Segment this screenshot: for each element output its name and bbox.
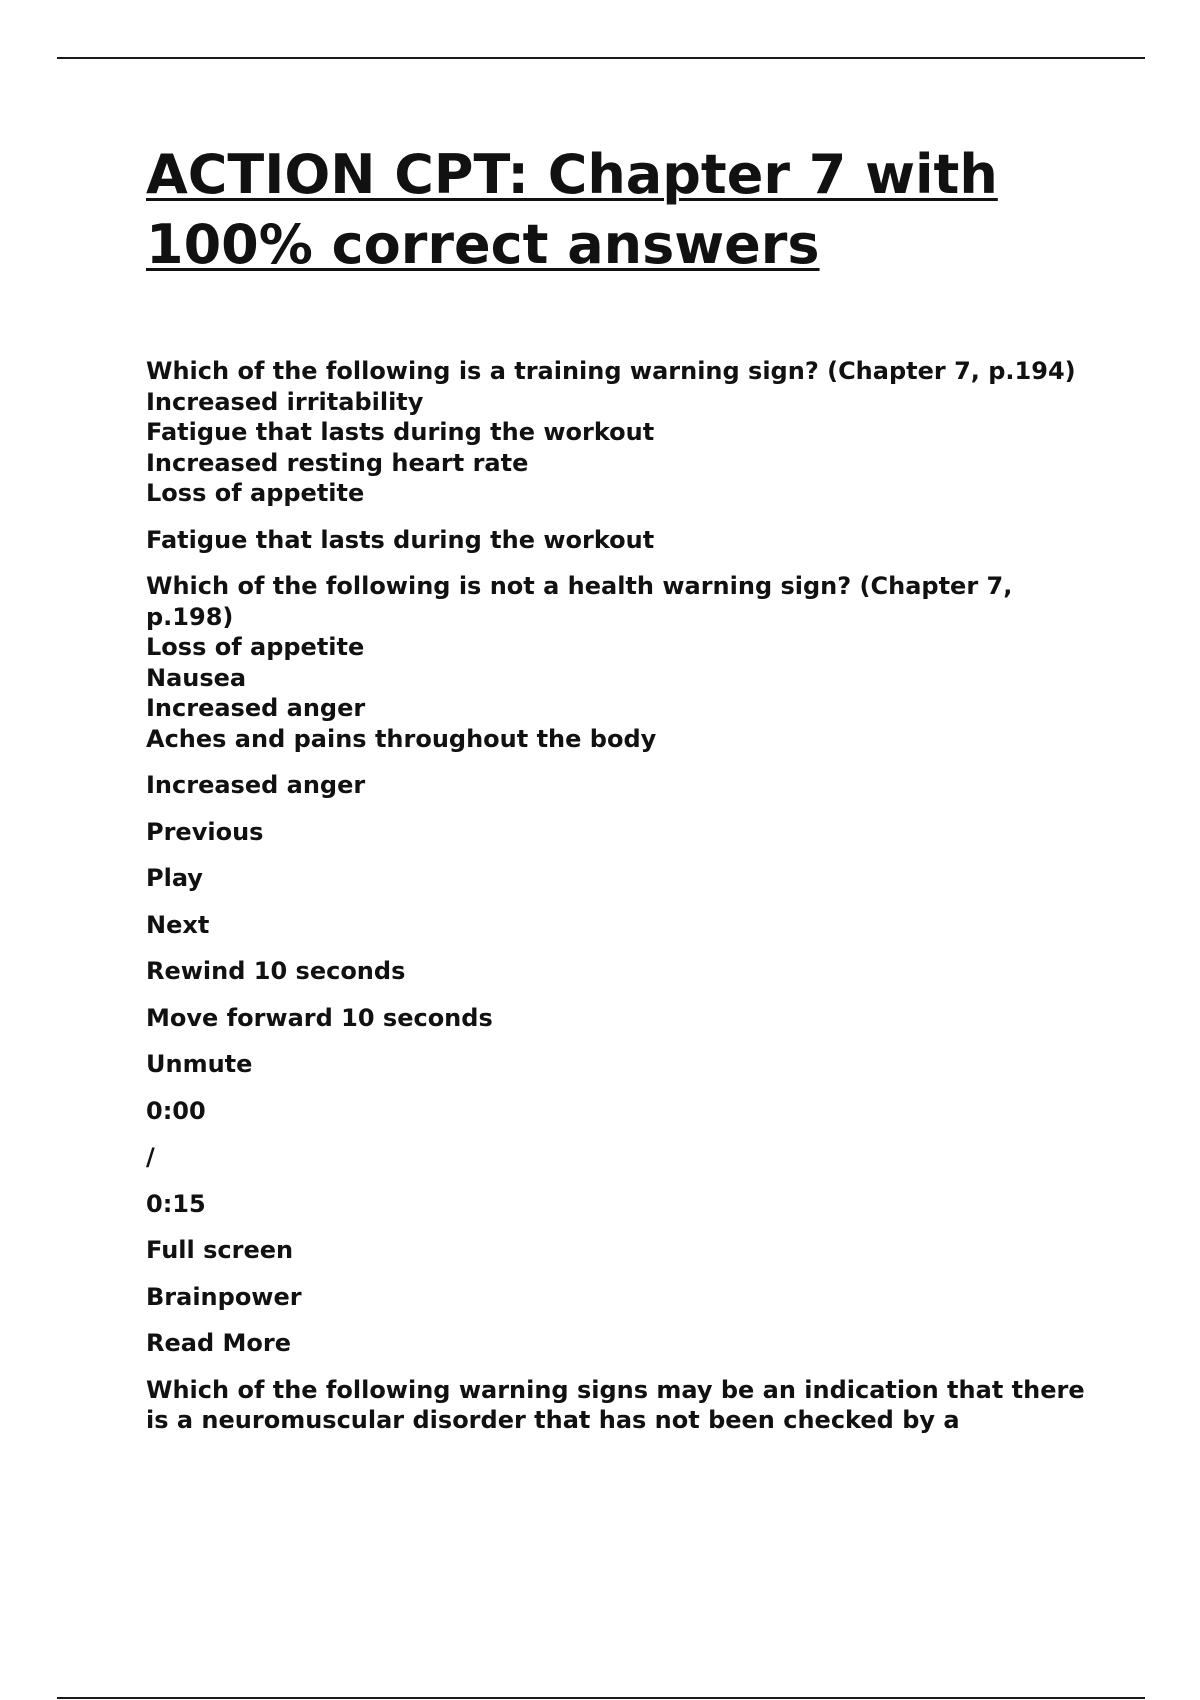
read-more-link[interactable]: Read More [146,1329,291,1357]
option-item: Loss of appetite [146,633,365,661]
option-item: Aches and pains throughout the body [146,724,657,753]
document-content [146,140,1106,1452]
answer-text: Fatigue that lasts during the workout [146,525,655,554]
bottom-rule [57,1697,1145,1699]
brand-label: Brainpower [146,1282,302,1311]
question-block-1 [146,356,1106,509]
fullscreen-button[interactable]: Full screen [146,1236,294,1264]
option-item: Fatigue that lasts during the workout [146,418,655,446]
top-rule [57,57,1145,59]
unmute-button[interactable]: Unmute [146,1050,253,1078]
option-item: Increased resting heart rate [146,448,529,477]
question-text: Which of the following warning signs may be an indication that there is a neuromuscular disorder that has not been checked by a [146,1375,1085,1434]
previous-button[interactable]: Previous [146,817,264,846]
option-item: Increased anger [146,694,366,722]
question-block-2 [146,571,1106,754]
option-item: Loss of appetite [146,479,365,507]
question-text: Which of the following is a training warning sign? (Chapter 7, p.194) [146,357,1076,385]
duration: 0:15 [146,1189,206,1218]
option-item: Increased irritability [146,387,424,416]
forward-button[interactable]: Move forward 10 seconds [146,1003,493,1032]
page-title: ACTION CPT: Chapter 7 with 100% correct answers [146,143,998,276]
current-time: 0:00 [146,1096,206,1125]
play-button[interactable]: Play [146,864,203,892]
rewind-button[interactable]: Rewind 10 seconds [146,957,406,985]
next-button[interactable]: Next [146,910,210,939]
answer-text: Increased anger [146,771,366,799]
document-body [146,356,1106,1436]
time-separator: / [146,1143,155,1171]
question-text: Which of the following is not a health warning sign? (Chapter 7, p.198) [146,572,1013,631]
option-item: Nausea [146,663,247,692]
